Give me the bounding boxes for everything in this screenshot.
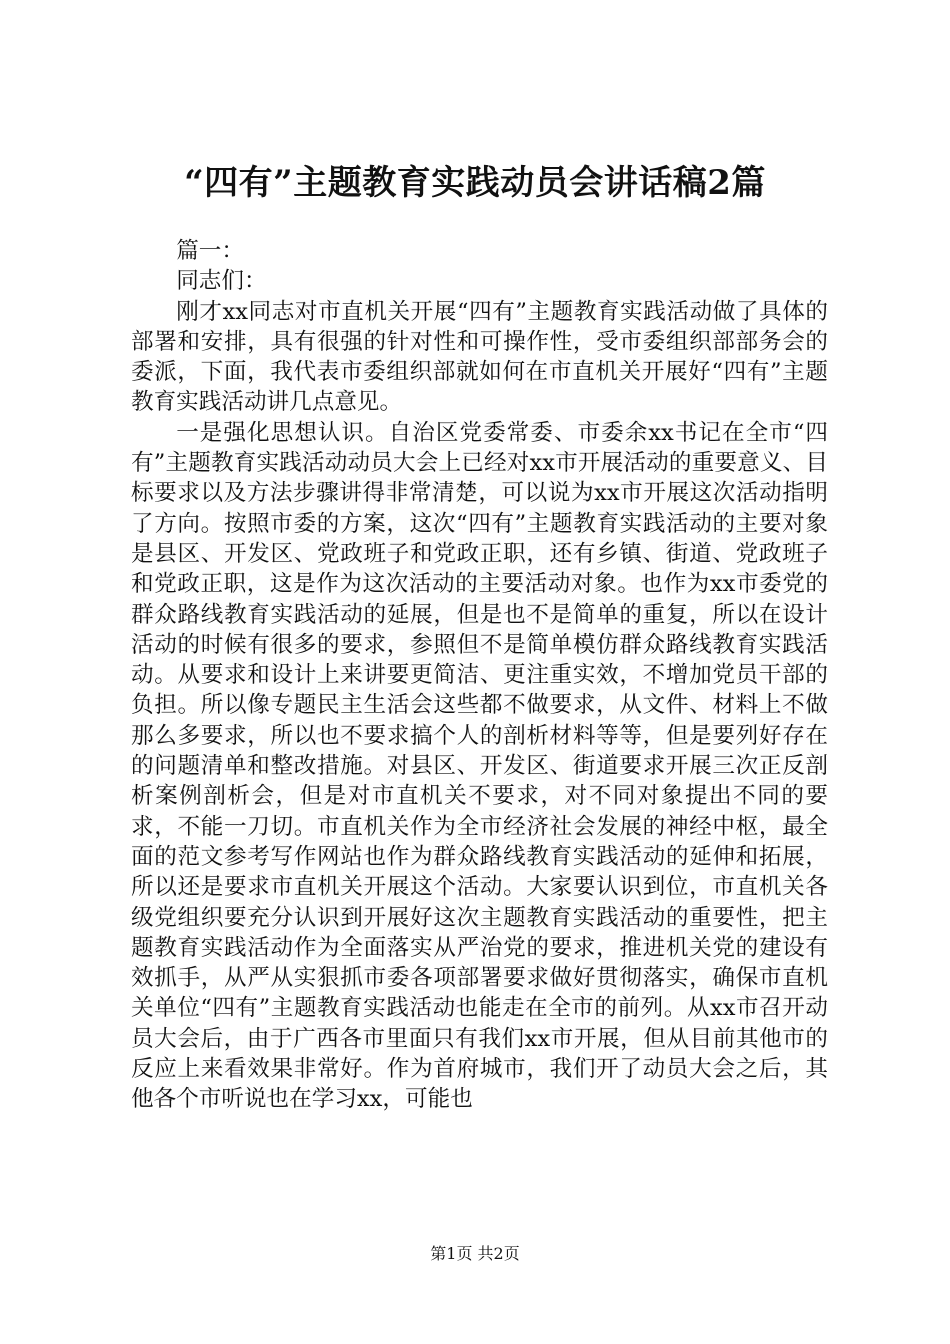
paragraph-section-label: 篇一： [176,238,244,264]
document-body [131,236,828,1115]
page-footer: 第1页 共2页 [430,1244,520,1263]
document-title: “四有”主题教育实践动员会讲话稿2篇 [184,163,766,203]
paragraph-intro: 刚才xx同志对市直机关开展“四有”主题教育实践活动做了具体的部署和安排，具有很强的针对性和可操作性，受市委组织部部务会的委派，下面，我代表市委组织部就如何在市直机关开展好“四有”主题教育实践活动讲几点意见。 [131,298,828,416]
paragraph-point-one: 一是强化思想认识。自治区党委常委、市委余xx书记在全市“四有”主题教育实践活动动员大会上已经对xx市开展活动的重要意义、目标要求以及方法步骤讲得非常清楚，可以说为xx市开展这次活动指明了方向。按照市委的方案，这次“四有”主题教育实践活动的主要对象是县区、开发区、党政班子和党政正职，还有乡镇、街道、党政班子和党政正职，这是作为这次活动的主要活动对象。也作为xx市委党的群众路线教育实践活动的延展，但是也不是简单的重复，所以在设计活动的时候有很多的要求，参照但不是简单模仿群众路线教育实践活动。从要求和设计上来讲要更简洁、更注重实效，不增加党员干部的负担。所以像专题民主生活会这些都不做要求，从文件、材料上不做那么多要求，所以也不要求搞个人的剖析材料等等，但是要列好存在的问题清单和整改措施。对县区、开发区、街道要求开展三次正反剖析案例剖析会，但是对市直机关不要求，对不同对象提出不同的要求，不能一刀切。市直机关作为全市经济社会发展的神经中枢，最全面的范文参考写作网站也作为群众路线教育实践活动的延伸和拓展，所以还是要求市直机关开展这个活动。大家要认识到位，市直机关各级党组织要充分认识到开展好这次主题教育实践活动的重要性，把主题教育实践活动作为全面落实从严治党的要求，推进机关党的建设有效抓手，从严从实狠抓市委各项部署要求做好贯彻落实，确保市直机关单位“四有”主题教育实践活动也能走在全市的前列。从xx市召开动员大会后，由于广西各市里面只有我们xx市开展，但从目前其他市的反应上来看效果非常好。作为首府城市，我们开了动员大会之后，其他各个市听说也在学习xx，可能也 [131,419,828,1113]
paragraph-salutation: 同志们： [176,268,267,295]
